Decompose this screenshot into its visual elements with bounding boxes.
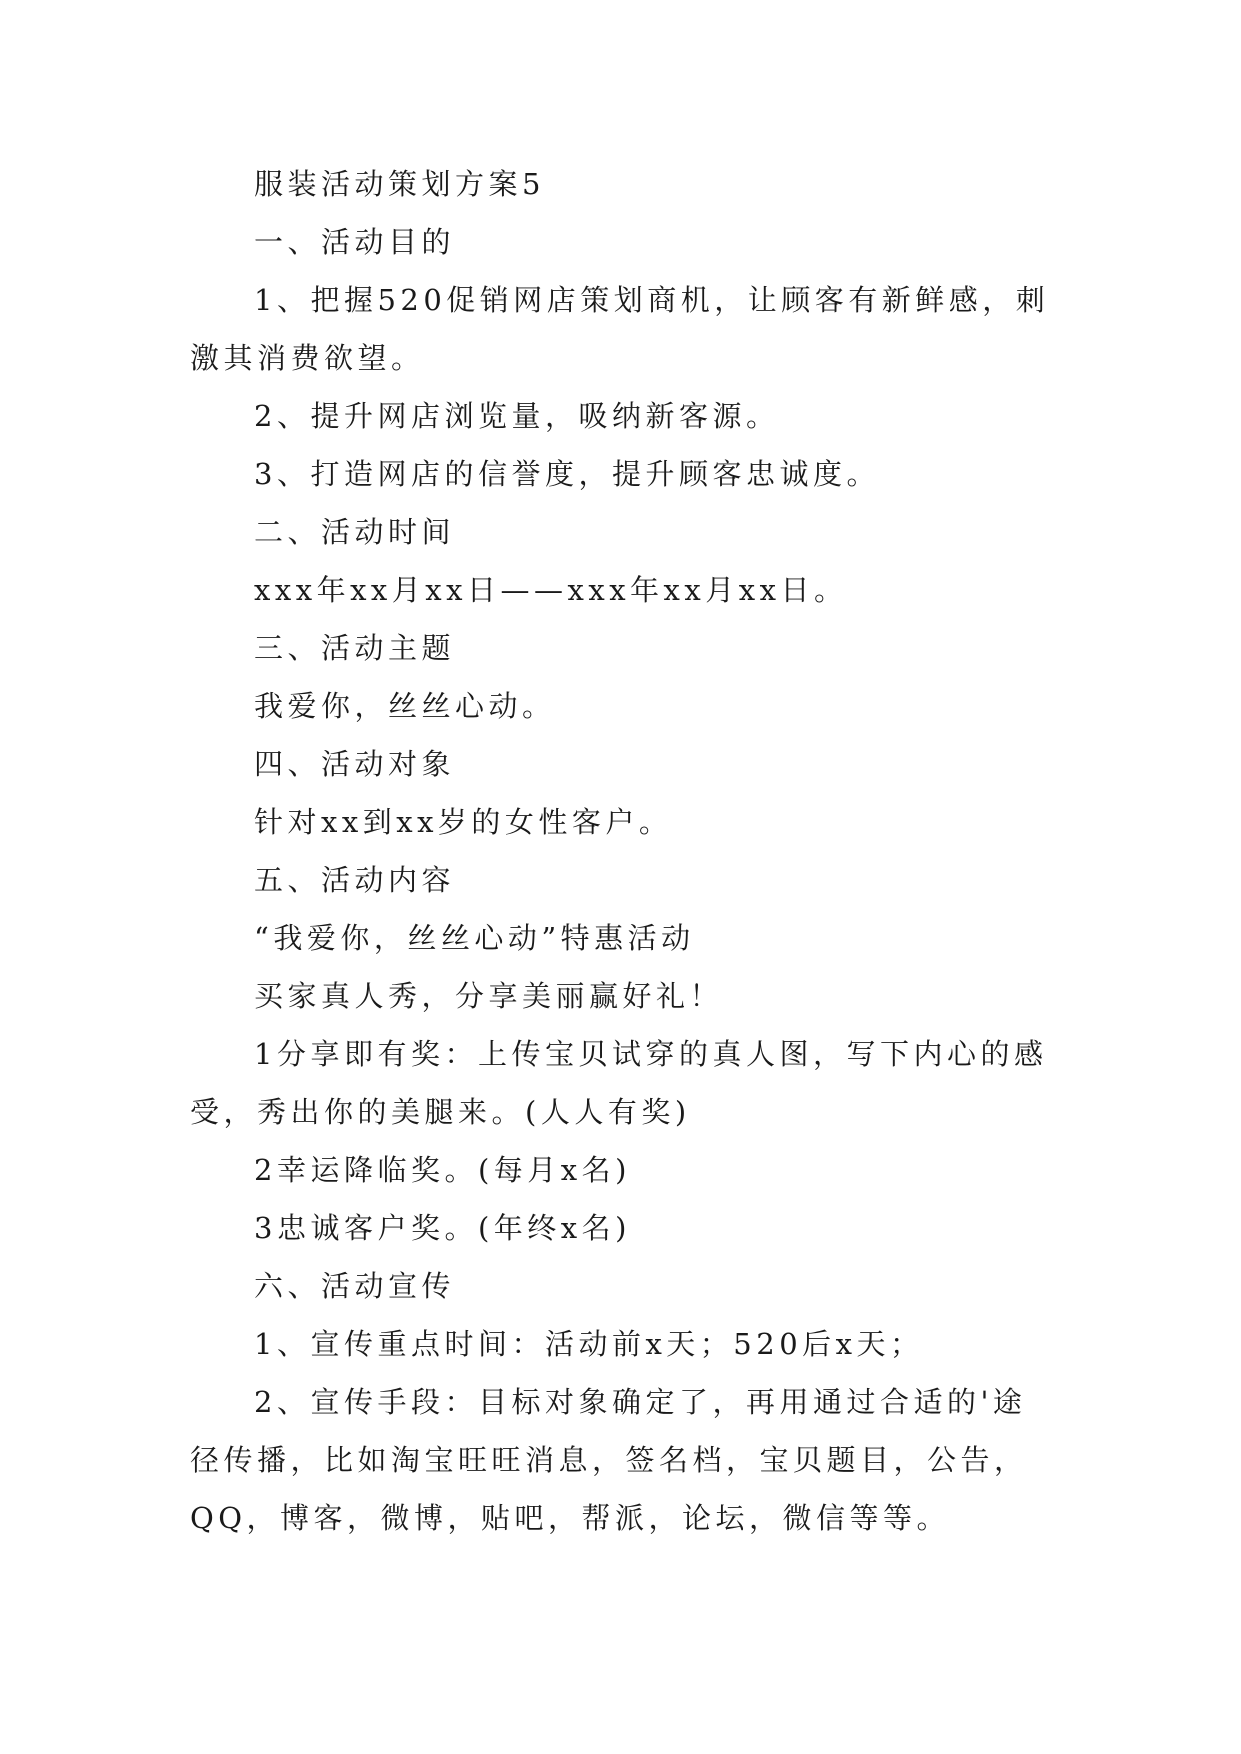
paragraph-target: 针对xx到xx岁的女性客户。	[254, 805, 673, 839]
paragraph-content-2: 2幸运降临奖。(每月x名)	[254, 1153, 631, 1187]
section-heading-promotion: 六、活动宣传	[254, 1269, 456, 1303]
document-title: 服装活动策划方案5	[254, 167, 545, 201]
section-heading-target: 四、活动对象	[254, 747, 456, 781]
paragraph-theme: 我爱你，丝丝心动。	[254, 689, 556, 723]
paragraph-content-1: 1分享即有奖：上传宝贝试穿的真人图，写下内心的感受，秀出你的美腿来。(人人有奖)	[190, 1037, 1048, 1129]
paragraph-promotion-2: 2、宣传手段：目标对象确定了，再用通过合适的'途径传播，比如淘宝旺旺消息，签名档，宝贝题目，公告，QQ，博客，微博，贴吧，帮派，论坛，微信等等。	[190, 1385, 1028, 1535]
paragraph-purpose-2: 2、提升网店浏览量，吸纳新客源。	[254, 399, 780, 433]
paragraph-content-subtitle: 买家真人秀，分享美丽赢好礼！	[254, 979, 724, 1013]
section-heading-purpose: 一、活动目的	[254, 225, 456, 259]
paragraph-content-3: 3忠诚客户奖。(年终x名)	[254, 1211, 631, 1245]
section-heading-content: 五、活动内容	[254, 863, 456, 897]
section-heading-theme: 三、活动主题	[254, 631, 456, 665]
paragraph-time: xxx年xx月xx日——xxx年xx月xx日。	[254, 573, 848, 607]
document-body	[190, 155, 1055, 1547]
paragraph-purpose-3: 3、打造网店的信誉度，提升顾客忠诚度。	[254, 457, 880, 491]
paragraph-content-title: “我爱你，丝丝心动”特惠活动	[254, 921, 695, 955]
paragraph-promotion-1: 1、宣传重点时间：活动前x天；520后x天；	[254, 1327, 924, 1361]
paragraph-purpose-1: 1、把握520促销网店策划商机，让顾客有新鲜感，刺激其消费欲望。	[190, 283, 1050, 375]
section-heading-time: 二、活动时间	[254, 515, 456, 549]
